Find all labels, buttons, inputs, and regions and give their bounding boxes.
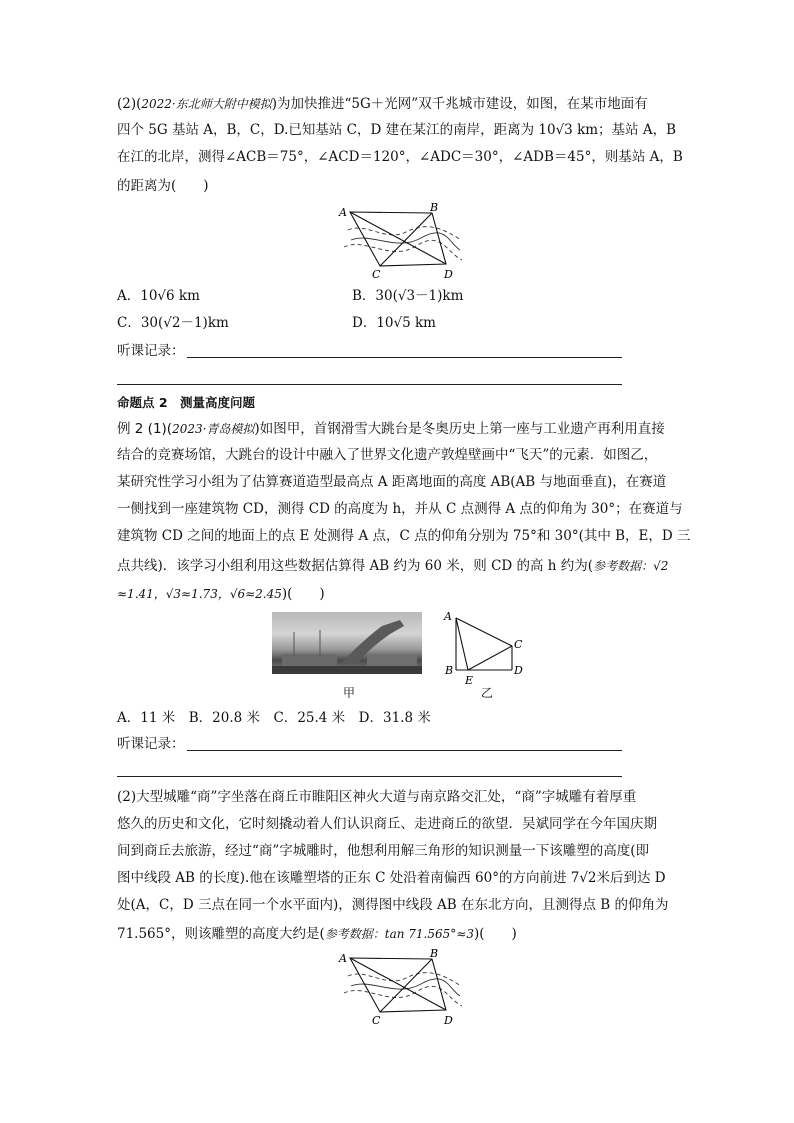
q2-fig-label-b: B xyxy=(430,202,439,214)
ex2-fig-label-a: A xyxy=(444,610,452,623)
q2-fig-label-a: A xyxy=(339,206,347,219)
ex2-line-4: 一侧找到一座建筑物 CD，测得 CD 的高度为 h，并从 C 点测得 A 点的仰角为 30°；在赛道与 xyxy=(117,501,683,517)
q2b-river-figure xyxy=(336,948,466,1028)
q2-river-figure xyxy=(336,202,466,282)
ex2-triangle-figure xyxy=(440,608,530,690)
q2b-line-1: (2)大型城雕“商”字坐落在商丘市睢阳区神火大道与南京路交汇处，“商”字城雕有着厚重 xyxy=(117,789,637,805)
ex2-line-3: 某研究性学习小组为了估算赛道造型最高点 A 距离地面的高度 AB(AB 与地面垂直)，在赛道 xyxy=(117,474,667,490)
q2-fig-label-c: C xyxy=(372,268,381,281)
ex2-line-2: 结合的竞赛场馆，大跳台的设计中融入了世界文化遗产敦煌壁画中“飞天”的元素．如图乙， xyxy=(117,447,658,463)
q2b-line-3: 间到商丘去旅游，经过“商”字城雕时，他想利用解三角形的知识测量一下该雕塑的高度(即 xyxy=(117,843,650,859)
q2-option-d[interactable]: D．10√5 km xyxy=(352,315,436,331)
q2-line-1: (2)(2022·东北师大附中模拟)为加快推进“5G＋光网”双千兆城市建设，如图，在某市地面有 xyxy=(117,96,648,112)
q2b-line-6: 71.565°，则该雕塑的高度大约是(参考数据：tan 71.565°≈3)( ) xyxy=(117,926,517,942)
q2b-fig-label-a: A xyxy=(339,952,347,965)
q2-source: 2022·东北师大附中模拟 xyxy=(141,97,272,111)
q2b-fig-label-b: B xyxy=(430,948,439,960)
caption-jia: 甲 xyxy=(343,686,356,700)
ex2-notes-label: 听课记录： xyxy=(117,736,185,752)
q2-notes-line[interactable] xyxy=(187,357,622,358)
ex2-fig-label-b: B xyxy=(445,664,454,677)
divider xyxy=(117,776,622,777)
ex2-line-5: 建筑物 CD 之间的地面上的点 E 处测得 A 点，C 点的仰角分别为 75°和 30°(其中 B，E，D 三 xyxy=(117,528,691,544)
q2-notes-label: 听课记录： xyxy=(117,343,185,359)
ex2-options[interactable]: A．11 米 B．20.8 米 C．25.4 米 D．31.8 米 xyxy=(117,710,431,726)
ex2-line-1: 例 2 (1)(2023·青岛模拟)如图甲，首钢滑雪大跳台是冬奥历史上第一座与工业遗产再利用直接 xyxy=(117,421,665,437)
q2-line-3: 在江的北岸，测得∠ACB＝75°，∠ACD＝120°，∠ADC＝30°，∠ADB＝45°，则基站 A，B xyxy=(117,149,683,165)
q2b-line-2: 悠久的历史和文化，它时刻撬动着人们认识商丘、走进商丘的欲望．吴斌同学在今年国庆期 xyxy=(117,816,657,832)
ex2-notes-line[interactable] xyxy=(187,750,622,751)
q2b-fig-label-d: D xyxy=(444,1014,453,1027)
ex2-line-7: ≈1.41，√3≈1.73，√6≈2.45)( ) xyxy=(117,586,325,602)
q2-option-c[interactable]: C．30(√2－1)km xyxy=(117,315,229,331)
q2b-line-4: 图中线段 AB 的长度).他在该雕塑塔的正东 C 处沿着南偏西 60°的方向前进 7√2米后到达 D xyxy=(117,870,666,886)
q2-line-2: 四个 5G 基站 A，B，C，D.已知基站 C，D 建在某江的南岸，距离为 10√3 km；基站 A，B xyxy=(117,122,677,138)
q2-option-a[interactable]: A．10√6 km xyxy=(117,288,200,304)
caption-yi: 乙 xyxy=(481,686,494,700)
ex2-source: 2023·青岛模拟 xyxy=(172,422,255,436)
q2-option-b[interactable]: B．30(√3－1)km xyxy=(352,288,464,304)
ski-jump-photo xyxy=(272,612,422,674)
topic-title: 命题点 2 测量高度问题 xyxy=(117,395,256,410)
q2-fig-label-d: D xyxy=(444,268,453,281)
ex2-fig-label-e: E xyxy=(465,674,474,687)
ex2-fig-label-d: D xyxy=(514,664,523,677)
ex2-line-6: 点共线)．该学习小组利用这些数据估算得 AB 约为 60 米，则 CD 的高 h 约为(参考数据：√2 xyxy=(117,558,669,574)
ex2-fig-label-c: C xyxy=(514,638,523,651)
q2-line-4: 的距离为( ) xyxy=(117,178,209,194)
divider xyxy=(117,384,622,385)
q2b-line-5: 处(A，C，D 三点在同一个水平面内)，测得图中线段 AB 在东北方向，且测得点 B 的仰角为 xyxy=(117,897,669,913)
q2b-fig-label-c: C xyxy=(372,1014,381,1027)
